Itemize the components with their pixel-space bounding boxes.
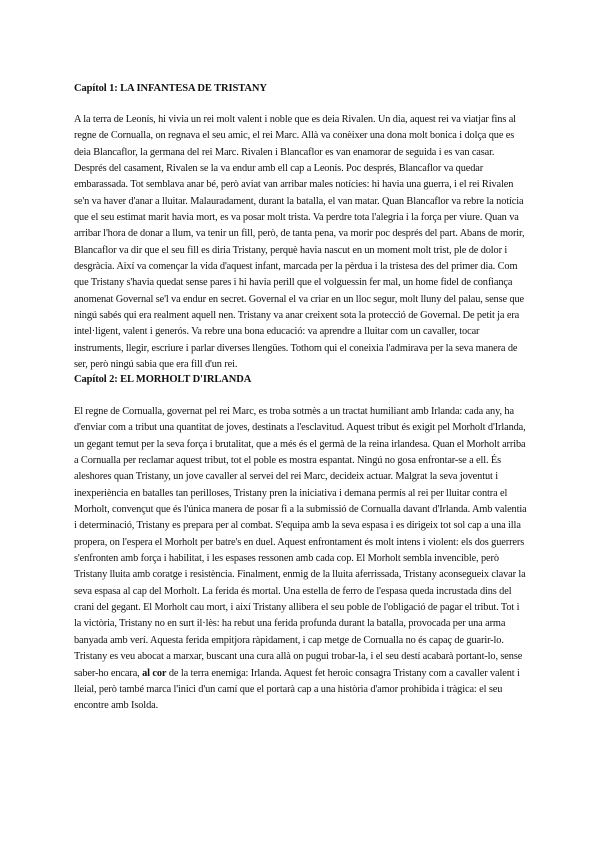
chapter-2-body-part-2: de la terra enemiga: Irlanda. Aquest fet heroic consagra Tristany com a cavaller valent i lleial, però també marca l'inici d'un camí que el portarà cap a una història d'amor prohibida i tràgica: el seu encontre amb Isolda.: [74, 667, 520, 712]
chapter-2-title: Capítol 2: EL MORHOLT D'IRLANDA: [74, 374, 252, 385]
chapter-2-bold-phrase: al cor: [142, 667, 167, 679]
chapter-1-body: A la terra de Leonís, hi vivia un rei molt valent i noble que es deia Rivalen. Un dia, aquest rei va viatjar fins al regne de Cornualla, on regnava el seu amic, el rei Marc. Allà va conèixer una dona molt bonica i dolça que es deia Blancaflor, la germana del rei Marc. Rivalen i Blancaflor es van enamorar de seguida i es van casar. Després del casament, Rivalen se la va endur amb ell cap a Leonís. Poc després, Blancaflor va quedar embarassada. Tot semblava anar bé, però aviat van arribar males notícies: hi havia una guerra, i el rei Rivalen se'n va haver d'anar a lluitar. Malauradament, durant la batalla, el van matar. Quan Blancaflor va rebre la notícia que el seu estimat marit havia mort, es va posar molt trista. Va perdre tota l'alegria i la força per viure. Quan va arribar l'hora de donar a llum, va tenir un fill, però, de tanta pena, va morir poc després del part. Abans de morir, Blancaflor va dir que el seu fill es diria Tristany, perquè havia nascut en un moment molt trist, ple de dolor i desgràcia. Així va començar la vida d'aquest infant, marcada per la pèrdua i la tristesa des del primer dia. Com que Tristany s'havia quedat sense pares i hi havia perill que el volguessin fer mal, un home fidel de confiança anomenat Governal se'l va endur en secret. Governal el va criar en un lloc segur, molt lluny del palau, sense que ningú sabés qui era realment aquell nen. Tristany va anar creixent sota la protecció de Governal. De petit ja era intel·ligent, valent i generós. Va rebre una bona educació: va aprendre a lluitar com un cavaller, tocar instruments, llegir, escriure i parlar diverses llengües. Tothom qui el coneixia l'admirava per la seva manera de ser, però ningú sabia que era fill d'un rei.: [74, 114, 525, 371]
chapter-2-body: [74, 404, 529, 715]
chapter-2-body-part-1: El regne de Cornualla, governat pel rei Marc, es troba sotmès a un tractat humiliant amb Irlanda: cada any, ha d'enviar com a tribut una quantitat de joves, destinats a l'esclavitud. Aquest tribut és exigit pel Morholt d'Irlanda, un gegant temut per la seva força i brutalitat, que a més és el germà de la reina irlandesa. Quan el Morholt arriba a Cornualla per reclamar aquest tribut, tot el poble es mostra espantat. Ningú no gosa enfrontar-se a ell. És aleshores quan Tristany, un jove cavaller al servei del rei Marc, decideix actuar. Malgrat la seva joventut i inexperiència en batalles tan perilloses, Tristany pren la iniciativa i demana permís al rei per lluitar contra el Morholt, convençut que és l'única manera de posar fi a la submissió de Cornualla davant d'Irlanda. Amb valentia i determinació, Tristany es prepara per al combat. S'equipa amb la seva espasa i es dirigeix tot sol cap a una illa propera, on l'espera el Morholt per batre's en duel. Aquest enfrontament és molt intens i violent: els dos guerrers s'enfronten amb força i habilitat, i les espases ressonen amb cada cop. El Morholt sembla invencible, però Tristany lluita amb coratge i resistència. Finalment, enmig de la lluita aferrissada, Tristany aconsegueix clavar la seva espasa al cap del Morholt. La ferida és mortal. Una estella de ferro de l'espasa queda incrustada dins del crani del gegant. El Morholt cau mort, i així Tristany allibera el seu poble de l'obligació de pagar el tribut. Tot i la victòria, Tristany no en surt il·lès: ha rebut una ferida profunda durant la batalla, provocada per una arma banyada amb verí. Aquesta ferida empitjora ràpidament, i cap metge de Cornualla no és capaç de guarir-lo. Tristany es veu abocat a marxar, buscant una cura allà on pugui trobar-la, i el seu destí acabarà portant-lo, sense saber-ho encara,: [74, 406, 527, 679]
chapter-1-title: Capítol 1: LA INFANTESA DE TRISTANY: [74, 83, 267, 94]
